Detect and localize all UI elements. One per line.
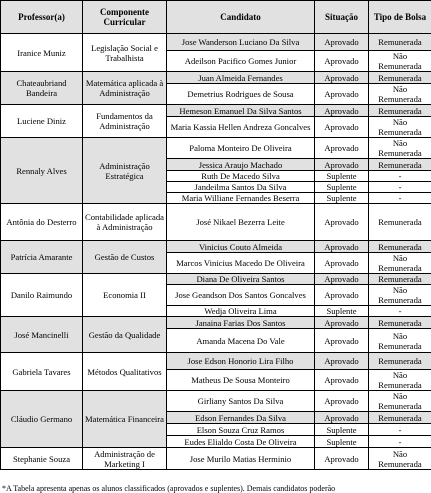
candidato-cell: Maria Williane Fernandes Beserra [167, 193, 315, 204]
tipo-cell: Remunerada [369, 105, 431, 117]
table-row [1, 317, 431, 329]
situacao-cell: Suplente [315, 306, 369, 317]
situacao-cell: Aprovado [315, 370, 369, 391]
tipo-cell: Remunerada [369, 72, 431, 84]
professor-cell: Antônia do Desterro [1, 204, 83, 241]
table-row [1, 448, 431, 470]
table-row [1, 204, 431, 241]
tipo-cell: Remunerada [369, 317, 431, 329]
componente-cell: Matemática Financeira [83, 391, 167, 448]
tipo-cell: Não Remunerada [369, 285, 431, 306]
candidato-cell: Jose Edson Honorio Lira Filho [167, 353, 315, 370]
candidato-cell: Diana De Oliveira Santos [167, 274, 315, 285]
candidato-cell: Elson Souza Cruz Ramos [167, 424, 315, 436]
situacao-cell: Aprovado [315, 105, 369, 117]
tipo-cell: Não Remunerada [369, 329, 431, 353]
candidato-cell: Janaina Farias Dos Santos [167, 317, 315, 329]
candidato-cell: Hemeson Emanuel Da Silva Santos [167, 105, 315, 117]
professor-cell: Gabriela Tavares [1, 353, 83, 391]
candidato-cell: Maria Kassia Hellen Andreza Goncalves [167, 117, 315, 138]
situacao-cell: Aprovado [315, 353, 369, 370]
tipo-cell: Remunerada [369, 412, 431, 424]
tipo-cell: Remunerada [369, 159, 431, 171]
table-row [1, 241, 431, 253]
componente-cell: Economia II [83, 274, 167, 317]
componente-cell: Administração Estratégica [83, 138, 167, 204]
situacao-cell: Aprovado [315, 241, 369, 253]
professor-cell: Cláudio Germano [1, 391, 83, 448]
professor-cell: Chateaubriand Bandeira [1, 72, 83, 105]
tipo-cell: Remunerada [369, 353, 431, 370]
candidato-cell: Demetrius Rodrigues de Sousa [167, 84, 315, 105]
candidato-cell: Edson Fernandes Da Silva [167, 412, 315, 424]
tipo-cell: - [369, 193, 431, 204]
table-row [1, 274, 431, 285]
professor-cell: Luciene Diniz [1, 105, 83, 138]
tipo-cell: - [369, 424, 431, 436]
tipo-cell: - [369, 182, 431, 193]
situacao-cell: Aprovado [315, 51, 369, 72]
candidato-cell: Girliany Santos Da Silva [167, 391, 315, 412]
componente-cell: Métodos Qualitativos [83, 353, 167, 391]
table-body [1, 34, 431, 470]
professor-cell: Patrícia Amarante [1, 241, 83, 274]
candidato-cell: Jose Geandson Dos Santos Goncalves [167, 285, 315, 306]
professor-cell: Danilo Raimundo [1, 274, 83, 317]
situacao-cell: Suplente [315, 193, 369, 204]
candidato-cell: Matheus De Sousa Monteiro [167, 370, 315, 391]
tipo-cell: Remunerada [369, 274, 431, 285]
table-row [1, 105, 431, 117]
candidato-cell: Vinicius Couto Almeida [167, 241, 315, 253]
tipo-cell: Remunerada [369, 34, 431, 51]
situacao-cell: Aprovado [315, 391, 369, 412]
candidato-cell: Jose Murilo Matias Herminio [167, 448, 315, 470]
situacao-cell: Aprovado [315, 448, 369, 470]
componente-cell: Fundamentos da Administração [83, 105, 167, 138]
header-professor: Professor(a) [1, 1, 83, 34]
componente-cell: Administração de Marketing I [83, 448, 167, 470]
tipo-cell: Não Remunerada [369, 391, 431, 412]
tipo-cell: Não Remunerada [369, 370, 431, 391]
table-row [1, 138, 431, 159]
candidato-cell: Paloma Monteiro De Oliveira [167, 138, 315, 159]
header-componente: Componente Curricular [83, 1, 167, 34]
situacao-cell: Suplente [315, 182, 369, 193]
candidato-cell: Eudes Elialdo Costa De Oliveira [167, 436, 315, 448]
tipo-cell: - [369, 306, 431, 317]
situacao-cell: Suplente [315, 424, 369, 436]
candidato-cell: José Nikael Bezerra Leite [167, 204, 315, 241]
componente-cell: Gestão da Qualidade [83, 317, 167, 353]
professor-cell: Stephanie Souza [1, 448, 83, 470]
candidato-cell: Adeilson Pacifico Gomes Junior [167, 51, 315, 72]
footnote: *A Tabela apresenta apenas os alunos classificados (aprovados e suplentes). Demais candidatos poderão [2, 484, 335, 493]
candidato-cell: Wedja Oliveira Lima [167, 306, 315, 317]
header-tipo-bolsa: Tipo de Bolsa [369, 1, 431, 34]
tipo-cell: Não Remunerada [369, 84, 431, 105]
situacao-cell: Aprovado [315, 84, 369, 105]
tipo-cell: Não Remunerada [369, 51, 431, 72]
professor-cell: Rennaly Alves [1, 138, 83, 204]
situacao-cell: Aprovado [315, 138, 369, 159]
situacao-cell: Suplente [315, 171, 369, 182]
candidato-cell: Amanda Macena Do Vale [167, 329, 315, 353]
table-row [1, 391, 431, 412]
tipo-cell: Não Remunerada [369, 448, 431, 470]
componente-cell: Contabilidade aplicada à Administração [83, 204, 167, 241]
header-situacao: Situação [315, 1, 369, 34]
table-header-row [1, 1, 431, 34]
situacao-cell: Aprovado [315, 72, 369, 84]
componente-cell: Legislação Social e Trabalhista [83, 34, 167, 72]
professor-cell: José Mancinelli [1, 317, 83, 353]
tipo-cell: Não Remunerada [369, 117, 431, 138]
situacao-cell: Aprovado [315, 117, 369, 138]
table-row [1, 72, 431, 84]
header-candidato: Candidato [167, 1, 315, 34]
componente-cell: Gestão de Custos [83, 241, 167, 274]
candidato-cell: Jessica Araujo Machado [167, 159, 315, 171]
tipo-cell: Remunerada [369, 204, 431, 241]
candidato-cell: Jose Wanderson Luciano Da Silva [167, 34, 315, 51]
situacao-cell: Aprovado [315, 34, 369, 51]
situacao-cell: Aprovado [315, 253, 369, 274]
situacao-cell: Aprovado [315, 329, 369, 353]
candidato-cell: Juan Almeida Fernandes [167, 72, 315, 84]
tipo-cell: - [369, 171, 431, 182]
tipo-cell: Remunerada [369, 241, 431, 253]
situacao-cell: Aprovado [315, 317, 369, 329]
candidato-cell: Marcos Vinicius Macedo De Oliveira [167, 253, 315, 274]
tipo-cell: Não Remunerada [369, 253, 431, 274]
situacao-cell: Aprovado [315, 204, 369, 241]
professor-cell: Iranice Muniz [1, 34, 83, 72]
situacao-cell: Aprovado [315, 285, 369, 306]
tipo-cell: Não Remunerada [369, 138, 431, 159]
table-row [1, 34, 431, 51]
situacao-cell: Suplente [315, 436, 369, 448]
componente-cell: Matemática aplicada à Administração [83, 72, 167, 105]
candidato-cell: Ruth De Macedo Silva [167, 171, 315, 182]
situacao-cell: Aprovado [315, 159, 369, 171]
tipo-cell: - [369, 436, 431, 448]
situacao-cell: Aprovado [315, 412, 369, 424]
candidato-cell: Jandeilma Santos Da Silva [167, 182, 315, 193]
table-row [1, 353, 431, 370]
situacao-cell: Aprovado [315, 274, 369, 285]
